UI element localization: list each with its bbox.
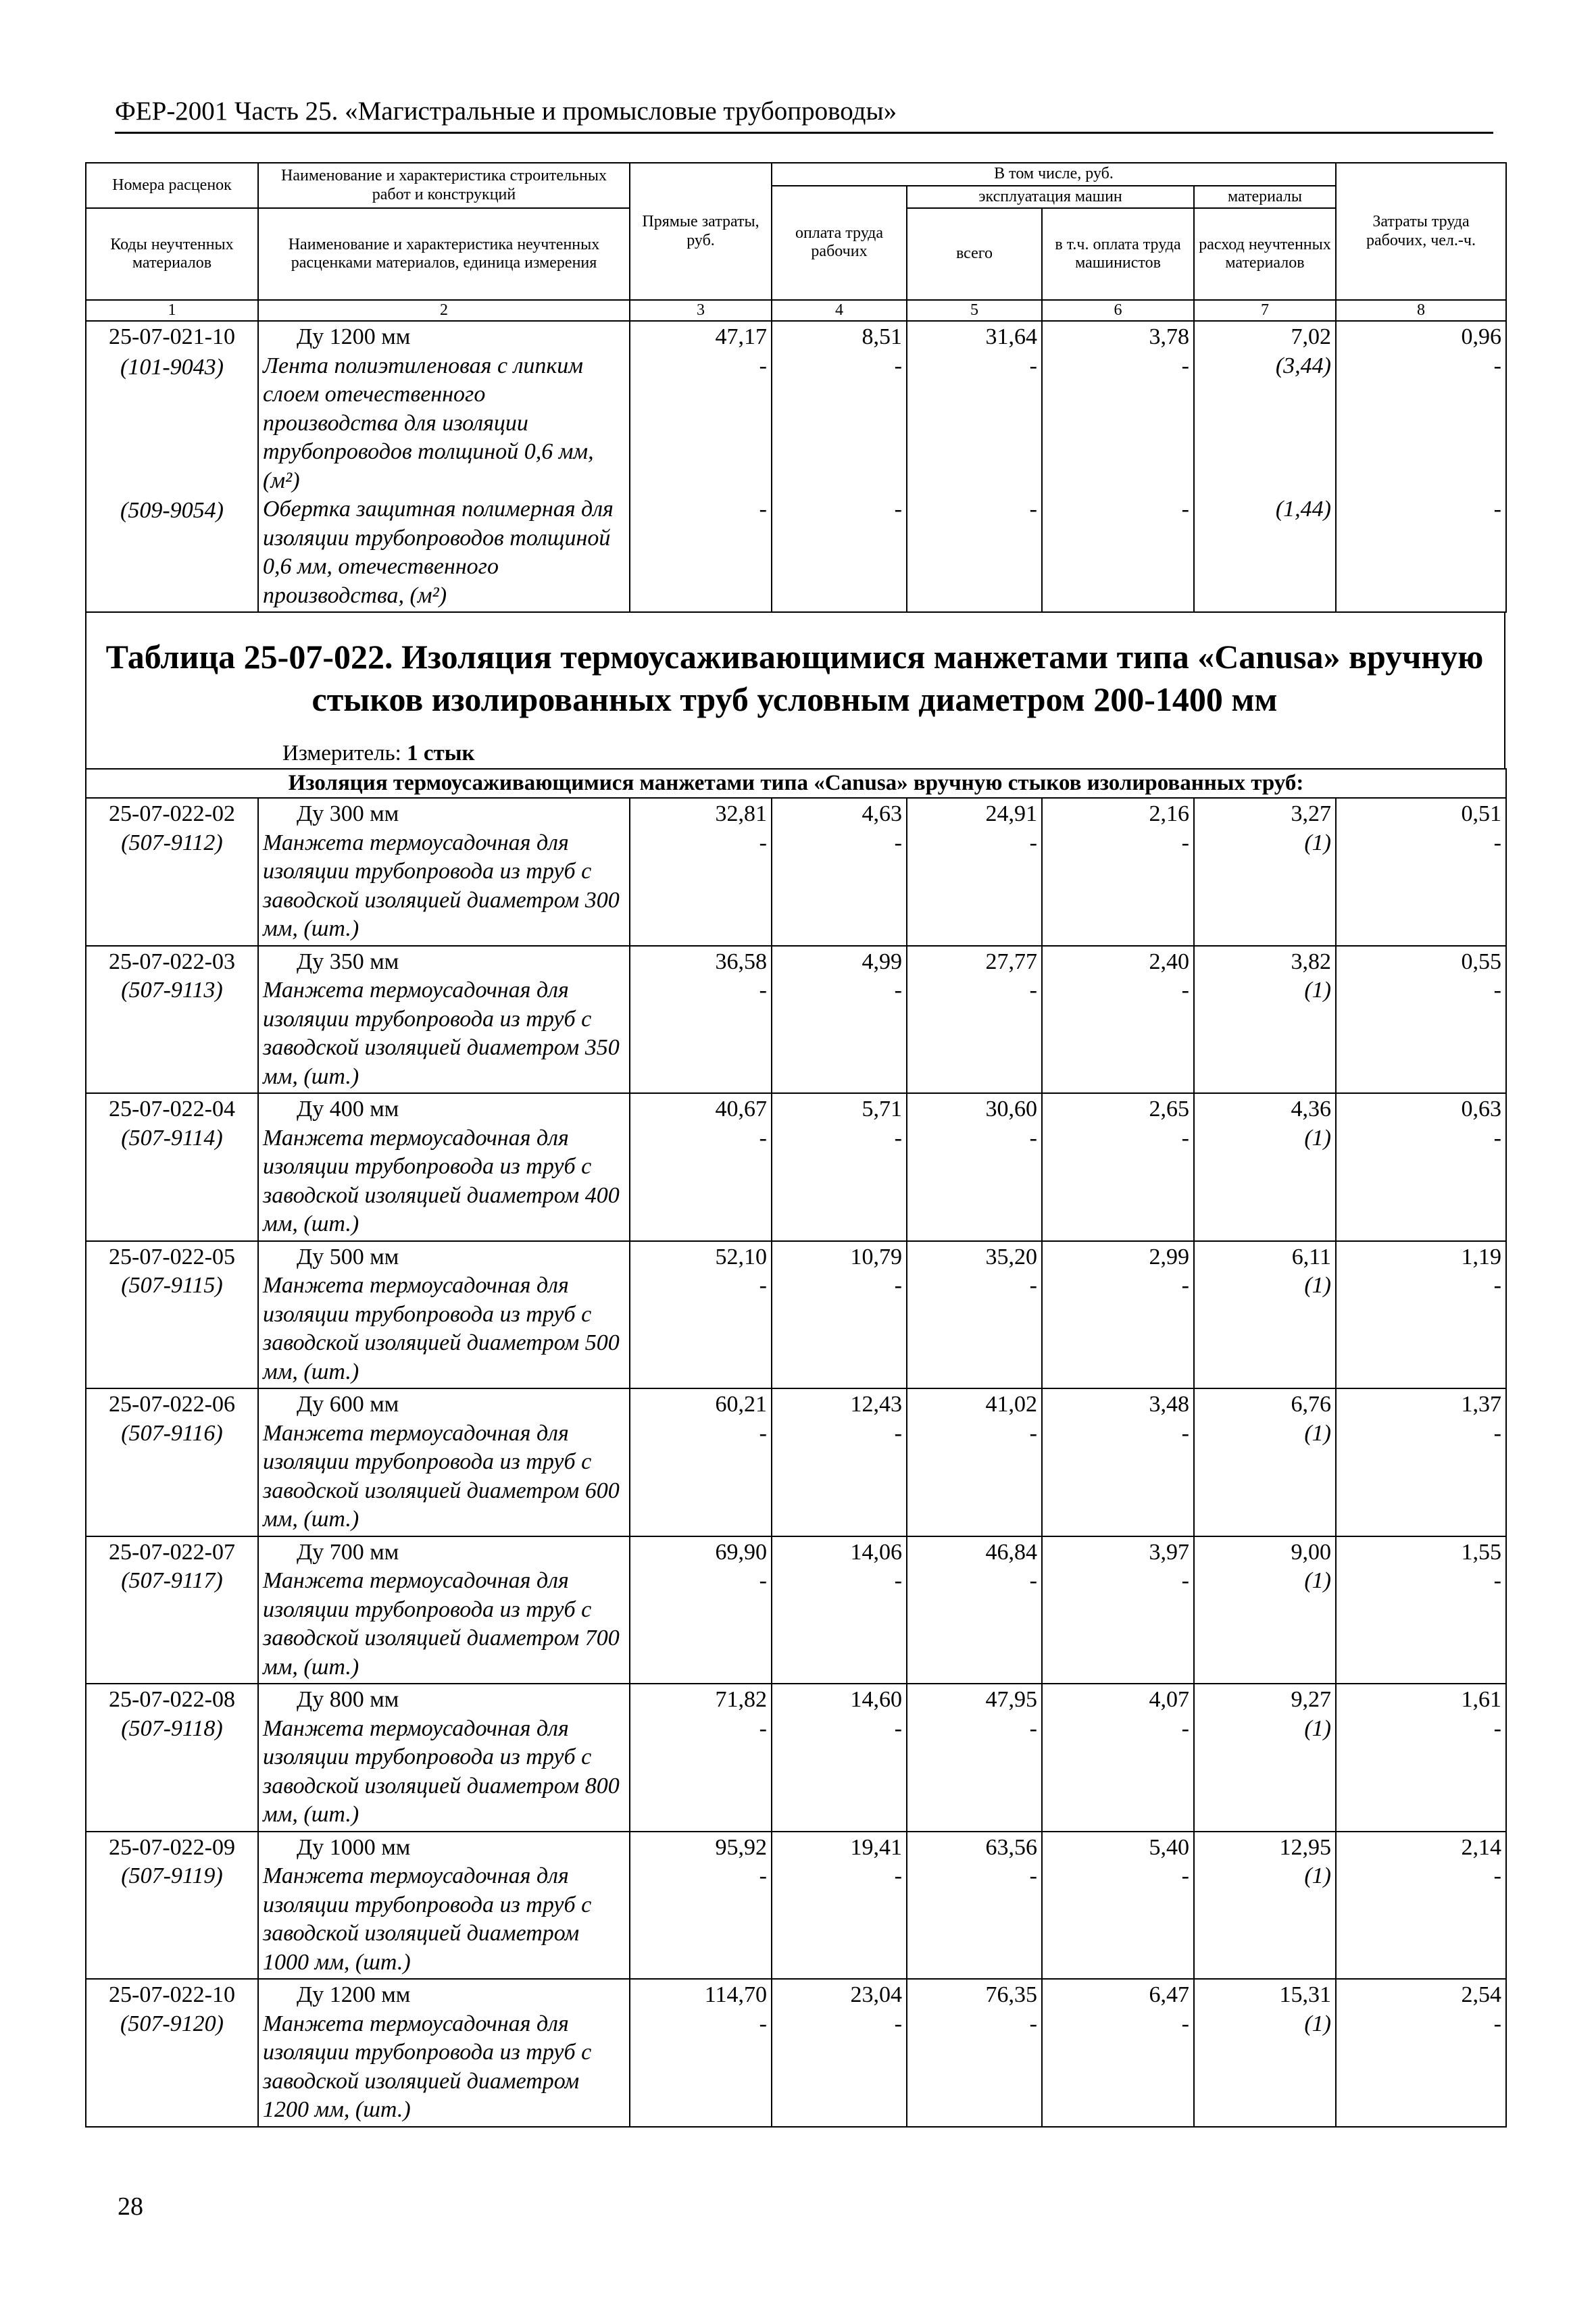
table-title: Таблица 25-07-022. Изоляция термоусаживающимися манжетами типа «Canusa» вручную стыков изолированных труб условным диаметром 200-1400 мм <box>105 638 1484 718</box>
direct-costs: 95,92 <box>715 1834 767 1860</box>
work-name: Ду 1000 мм <box>297 1834 411 1860</box>
labor-pay: 4,99 <box>862 949 902 974</box>
labor-hours: 1,61 <box>1461 1687 1501 1713</box>
rate-code: 25-07-022-04 <box>109 1097 235 1122</box>
rate-code: 25-07-022-05 <box>109 1244 235 1269</box>
rate-code: 25-07-022-08 <box>109 1687 235 1713</box>
labor-pay: 10,79 <box>850 1244 902 1269</box>
rate-code: 25-07-022-02 <box>109 801 235 827</box>
section-heading: Изоляция термоусаживающимися манжетами типа «Canusa» вручную стыков изолированных труб: <box>86 769 1506 798</box>
table-row: 25-07-022-02 (507-9112) Ду 300 мм Манжета термоусадочная для изоляции трубопровода из труб с заводской изоляцией диаметром 300 мм, (шт.) 32,81 - 4,63 - 24,91 - 2,16 - 3,27 (1) 0,51 - <box>86 798 1506 946</box>
machinists-pay: 2,16 <box>1149 801 1189 827</box>
machines-total: 27,77 <box>985 949 1037 974</box>
unit-line <box>282 741 475 766</box>
rate-code: 25-07-022-03 <box>109 949 235 974</box>
material-code: (507-9112) <box>121 830 223 855</box>
table-row: 25-07-022-07 (507-9117) Ду 700 мм Манжета термоусадочная для изоляции трубопровода из труб с заводской изоляцией диаметром 700 мм, (шт.) 69,90 - 14,06 - 46,84 - 3,97 - 9,00 (1) 1,55 - <box>86 1536 1506 1684</box>
table-row: 25-07-022-09 (507-9119) Ду 1000 мм Манжета термоусадочная для изоляции трубопровода из труб с заводской изоляцией диаметром 1000 мм, (шт.) 95,92 - 19,41 - 63,56 - 5,40 - 12,95 (1) 2,14 - <box>86 1832 1506 1980</box>
labor-hours: 2,14 <box>1461 1834 1501 1860</box>
direct-costs: 32,81 <box>715 801 767 827</box>
col-machines: эксплуатация машин <box>907 186 1194 209</box>
materials-cost: 15,31 <box>1279 1982 1331 2008</box>
rate-code: 25-07-022-06 <box>109 1392 235 1417</box>
machines-total: 31,64 <box>985 324 1037 350</box>
machines-total: 46,84 <box>985 1539 1037 1565</box>
material-code: (509-9054) <box>120 498 224 524</box>
col-machines-total: всего <box>907 208 1042 300</box>
machinists-pay: 2,65 <box>1149 1097 1189 1122</box>
table-title-block <box>85 613 1505 768</box>
table-row: 25-07-022-05 (507-9115) Ду 500 мм Манжета термоусадочная для изоляции трубопровода из труб с заводской изоляцией диаметром 500 мм, (шт.) 52,10 - 10,79 - 35,20 - 2,99 - 6,11 (1) 1,19 - <box>86 1241 1506 1389</box>
col-labor-pay: оплата труда рабочих <box>772 186 907 301</box>
work-name: Ду 700 мм <box>297 1539 399 1565</box>
col-materials: материалы <box>1194 186 1336 209</box>
material-description: Манжета термоусадочная для изоляции трубопровода из труб с заводской изоляцией диаметром 800 мм, (шт.) <box>263 1715 620 1828</box>
materials-cost: 4,36 <box>1291 1097 1331 1122</box>
page-number: 28 <box>118 2192 143 2221</box>
machinists-pay: 6,47 <box>1149 1982 1189 2008</box>
labor-pay: 8,51 <box>862 324 902 350</box>
material-qty: (1) <box>1304 830 1331 855</box>
col-machinists-pay: в т.ч. оплата труда машинистов <box>1042 208 1194 300</box>
column-numbers-row: 1 2 3 4 5 6 7 8 <box>86 300 1506 321</box>
material-code: (507-9116) <box>121 1420 223 1446</box>
table-row: 25-07-021-10 (101-9043) (509-9054) Ду 1200 мм Лента полиэтиленовая с липким слоем отечественного производства для изоляции трубопроводов толщиной 0,6 мм, (м²) Обертка защитная полимерная для изоляции трубопроводов толщиной 0,6 мм, отечественного производства, (м²) 47,17 - - 8,51 - - 31,64 - - 3,78 - - 7,02 (3,44) (1,44) 0,96 - - <box>86 321 1506 612</box>
labor-hours: 0,96 <box>1461 324 1501 350</box>
material-qty: (1) <box>1304 2011 1331 2036</box>
labor-hours: 0,51 <box>1461 801 1501 827</box>
material-description: Манжета термоусадочная для изоляции трубопровода из труб с заводской изоляцией диаметром 1000 мм, (шт.) <box>263 1863 592 1975</box>
rate-code: 25-07-022-09 <box>109 1834 235 1860</box>
material-qty: (3,44) <box>1275 353 1331 378</box>
direct-costs: 47,17 <box>715 324 767 350</box>
col-labor-costs: Затраты труда рабочих, чел.-ч. <box>1336 163 1506 300</box>
estimate-sheet <box>85 162 1505 2128</box>
materials-cost: 7,02 <box>1291 324 1331 350</box>
work-name: Ду 500 мм <box>297 1244 399 1269</box>
material-description: Обертка защитная полимерная для изоляции трубопроводов толщиной 0,6 мм, отечественного производства, (м²) <box>263 497 614 608</box>
labor-hours: 1,55 <box>1461 1539 1501 1565</box>
machinists-pay: 3,78 <box>1149 324 1189 350</box>
column-header-table <box>85 162 1507 613</box>
material-code: (101-9043) <box>120 354 224 380</box>
material-code: (507-9113) <box>121 978 223 1003</box>
col-work-name: Наименование и характеристика строительных работ и конструкций <box>258 163 630 208</box>
rate-code: 25-07-022-10 <box>109 1982 235 2008</box>
direct-costs: 71,82 <box>715 1687 767 1713</box>
material-qty: (1) <box>1304 978 1331 1003</box>
material-qty: (1) <box>1304 1863 1331 1889</box>
rate-code: 25-07-022-07 <box>109 1539 235 1565</box>
machinists-pay: 3,48 <box>1149 1392 1189 1417</box>
table-row: 25-07-022-03 (507-9113) Ду 350 мм Манжета термоусадочная для изоляции трубопровода из труб с заводской изоляцией диаметром 350 мм, (шт.) 36,58 - 4,99 - 27,77 - 2,40 - 3,82 (1) 0,55 - <box>86 946 1506 1094</box>
col-including: В том числе, руб. <box>772 163 1336 186</box>
materials-cost: 6,76 <box>1291 1392 1331 1417</box>
machines-total: 30,60 <box>985 1097 1037 1122</box>
col-unaccounted-materials: расход неучтенных материалов <box>1194 208 1336 300</box>
material-code: (507-9115) <box>121 1273 223 1299</box>
work-name: Ду 350 мм <box>297 949 399 974</box>
rate-code: 25-07-021-10 <box>109 324 235 350</box>
work-name: Ду 400 мм <box>297 1097 399 1122</box>
work-name: Ду 1200 мм <box>297 1982 411 2008</box>
machinists-pay: 5,40 <box>1149 1834 1189 1860</box>
material-code: (507-9119) <box>121 1863 223 1889</box>
col-rate-number: Номера расценок <box>86 163 258 208</box>
material-qty: (1) <box>1304 1273 1331 1299</box>
labor-hours: 1,19 <box>1461 1244 1501 1269</box>
material-description: Манжета термоусадочная для изоляции трубопровода из труб с заводской изоляцией диаметром 600 мм, (шт.) <box>263 1420 620 1532</box>
table-row: 25-07-022-10 (507-9120) Ду 1200 мм Манжета термоусадочная для изоляции трубопровода из труб с заводской изоляцией диаметром 1200 мм, (шт.) 114,70 - 23,04 - 76,35 - 6,47 - 15,31 (1) 2,54 - <box>86 1979 1506 2127</box>
machinists-pay: 2,40 <box>1149 949 1189 974</box>
labor-pay: 5,71 <box>862 1097 902 1122</box>
labor-hours: 0,63 <box>1461 1097 1501 1122</box>
direct-costs: 69,90 <box>715 1539 767 1565</box>
material-qty: (1,44) <box>1275 497 1331 522</box>
work-name: Ду 300 мм <box>297 801 399 827</box>
labor-hours: 0,55 <box>1461 949 1501 974</box>
material-description: Манжета термоусадочная для изоляции трубопровода из труб с заводской изоляцией диаметром 300 мм, (шт.) <box>263 830 620 942</box>
material-description: Манжета термоусадочная для изоляции трубопровода из труб с заводской изоляцией диаметром 700 мм, (шт.) <box>263 1568 620 1680</box>
materials-cost: 9,00 <box>1291 1539 1331 1565</box>
labor-pay: 4,63 <box>862 801 902 827</box>
material-qty: (1) <box>1304 1715 1331 1741</box>
material-qty: (1) <box>1304 1420 1331 1446</box>
direct-costs: 114,70 <box>704 1982 767 2008</box>
machinists-pay: 3,97 <box>1149 1539 1189 1565</box>
material-description: Манжета термоусадочная для изоляции трубопровода из труб с заводской изоляцией диаметром 500 мм, (шт.) <box>263 1273 620 1384</box>
machines-total: 47,95 <box>985 1687 1037 1713</box>
materials-cost: 3,82 <box>1291 949 1331 974</box>
machinists-pay: 2,99 <box>1149 1244 1189 1269</box>
machines-total: 41,02 <box>985 1392 1037 1417</box>
material-qty: (1) <box>1304 1568 1331 1594</box>
table-row: 25-07-022-08 (507-9118) Ду 800 мм Манжета термоусадочная для изоляции трубопровода из труб с заводской изоляцией диаметром 800 мм, (шт.) 71,82 - 14,60 - 47,95 - 4,07 - 9,27 (1) 1,61 - <box>86 1684 1506 1832</box>
unit-label: Измеритель: <box>282 741 401 766</box>
col-material-codes: Коды неучтенных материалов <box>86 208 258 300</box>
material-description: Манжета термоусадочная для изоляции трубопровода из труб с заводской изоляцией диаметром 350 мм, (шт.) <box>263 978 620 1089</box>
materials-cost: 9,27 <box>1291 1687 1331 1713</box>
col-direct-costs: Прямые затраты, руб. <box>630 163 772 300</box>
table-row: 25-07-022-06 (507-9116) Ду 600 мм Манжета термоусадочная для изоляции трубопровода из труб с заводской изоляцией диаметром 600 мм, (шт.) 60,21 - 12,43 - 41,02 - 3,48 - 6,76 (1) 1,37 - <box>86 1388 1506 1536</box>
direct-costs: 60,21 <box>715 1392 767 1417</box>
material-code: (507-9118) <box>121 1715 223 1741</box>
labor-pay: 14,06 <box>850 1539 902 1565</box>
table-row: 25-07-022-04 (507-9114) Ду 400 мм Манжета термоусадочная для изоляции трубопровода из труб с заводской изоляцией диаметром 400 мм, (шт.) 40,67 - 5,71 - 30,60 - 2,65 - 4,36 (1) 0,63 - <box>86 1093 1506 1241</box>
material-code: (507-9120) <box>120 2011 224 2036</box>
labor-pay: 14,60 <box>850 1687 902 1713</box>
machines-total: 76,35 <box>985 1982 1037 2008</box>
material-description: Манжета термоусадочная для изоляции трубопровода из труб с заводской изоляцией диаметром 1200 мм, (шт.) <box>263 2011 592 2123</box>
labor-pay: 12,43 <box>850 1392 902 1417</box>
rates-table <box>85 768 1507 2128</box>
work-name: Ду 800 мм <box>297 1687 399 1713</box>
col-material-name: Наименование и характеристика неучтенных расценками материалов, единица измерения <box>258 208 630 300</box>
direct-costs: 36,58 <box>715 949 767 974</box>
labor-pay: 23,04 <box>850 1982 902 2008</box>
materials-cost: 3,27 <box>1291 801 1331 827</box>
materials-cost: 6,11 <box>1291 1244 1331 1269</box>
labor-pay: 19,41 <box>850 1834 902 1860</box>
material-description: Лента полиэтиленовая с липким слоем отечественного производства для изоляции трубопроводов толщиной 0,6 мм, (м²) <box>263 353 594 493</box>
direct-costs: 40,67 <box>715 1097 767 1122</box>
materials-cost: 12,95 <box>1279 1834 1331 1860</box>
machines-total: 35,20 <box>985 1244 1037 1269</box>
machinists-pay: 4,07 <box>1149 1687 1189 1713</box>
machines-total: 63,56 <box>985 1834 1037 1860</box>
work-name: Ду 1200 мм <box>297 324 411 350</box>
material-code: (507-9114) <box>121 1125 223 1151</box>
material-description: Манжета термоусадочная для изоляции трубопровода из труб с заводской изоляцией диаметром 400 мм, (шт.) <box>263 1125 620 1237</box>
material-code: (507-9117) <box>121 1568 223 1594</box>
work-name: Ду 600 мм <box>297 1392 399 1417</box>
machines-total: 24,91 <box>985 801 1037 827</box>
material-qty: (1) <box>1304 1125 1331 1151</box>
labor-hours: 1,37 <box>1461 1392 1501 1417</box>
labor-hours: 2,54 <box>1461 1982 1501 2008</box>
unit-value: 1 стык <box>407 741 475 766</box>
page-header: ФЕР-2001 Часть 25. «Магистральные и промысловые трубопроводы» <box>115 96 1493 134</box>
direct-costs: 52,10 <box>715 1244 767 1269</box>
